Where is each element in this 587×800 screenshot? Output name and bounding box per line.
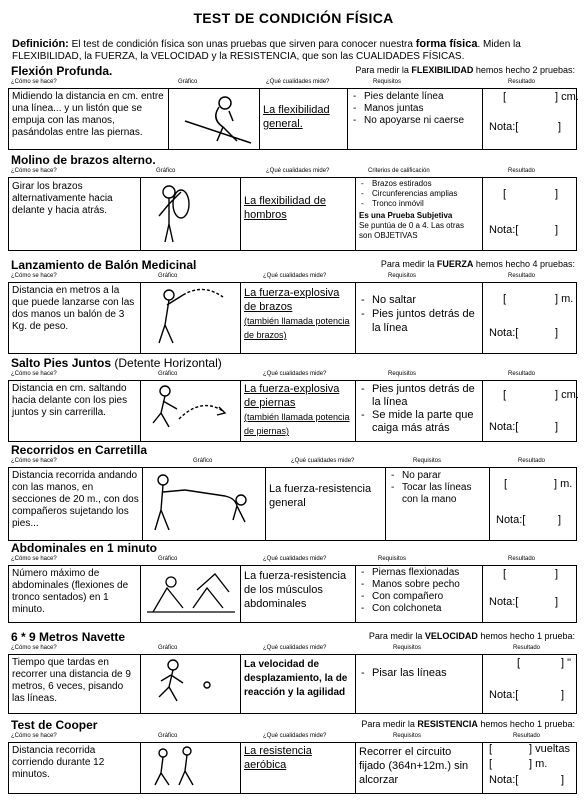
quality-text: La velocidad de desplazamiento, la de reacción y la agilidad	[244, 659, 348, 698]
requirement-item: - Pisar las líneas	[358, 667, 480, 679]
criterion-item: - Tronco inmóvil	[358, 199, 480, 209]
graphic-cell	[141, 178, 241, 250]
figure-flexion-drawing	[171, 91, 255, 145]
requirement-item: - Tocar las líneas con la mano	[388, 482, 487, 506]
section-title: 6 * 9 Metros Navette	[11, 630, 126, 644]
quality-text: La flexibilidad de hombros	[244, 195, 326, 221]
intro-text-2: . Miden la FLEXIBILIDAD, la FUERZA, la VELOCIDAD y la RESISTENCIA, que son las CUALIDADES FÍSICAS.	[12, 39, 521, 62]
quality-text: La fuerza-explosiva de piernas	[244, 383, 340, 409]
criterion-note: Se puntúa de 0 a 4. Las otras son OBJETIVAS	[359, 221, 464, 240]
how-cell: Tiempo que tardas en recorrer una distancia de 9 metros, 6 veces, pisando las líneas.	[9, 655, 141, 713]
col-head-cualidades: ¿Qué cualidades mide?	[263, 645, 327, 651]
col-head-como: ¿Cómo se hace?	[11, 458, 57, 464]
col-head-cualidades: ¿Qué cualidades mide?	[291, 458, 355, 464]
requirement-item: - No saltar	[358, 293, 480, 307]
nota-label: Nota:	[489, 774, 516, 786]
col-head-requisitos: Requisitos	[388, 371, 417, 377]
figure-molino-drawing	[143, 180, 239, 246]
graphic-cell	[141, 381, 241, 441]
requirement-item: - Manos sobre pecho	[358, 579, 480, 591]
requirement-item: - Con colchoneta	[358, 603, 480, 615]
nota-label: Nota:	[489, 327, 516, 339]
qualities-cell	[266, 468, 386, 540]
section-title: Flexión Profunda.	[11, 64, 113, 78]
how-cell: Girar los brazos alternativamente hacia delante y hacia atrás.	[9, 178, 141, 250]
criterion-item: - Brazos estirados	[358, 179, 480, 189]
nota-label: Nota:	[489, 224, 516, 236]
qualities-cell	[241, 178, 356, 250]
how-cell: Número máximo de abdominales (flexiones de tronco sentados) en 1 minuto.	[9, 566, 141, 622]
requirements-cell	[356, 566, 483, 622]
section-measure: Para medir la FLEXIBILIDAD hemos hecho 2 pruebas:	[355, 65, 575, 75]
col-head-cualidades: ¿Qué cualidades mide?	[263, 733, 327, 739]
col-head-resultado: Resultado	[508, 273, 536, 279]
col-head-requisitos: Requisitos	[393, 733, 422, 739]
graphic-cell	[143, 468, 266, 540]
section-balon-medicinal	[8, 258, 577, 354]
graphic-cell	[141, 655, 241, 713]
col-head-grafico: Gráfico	[158, 733, 178, 739]
requirement-item: - Pies juntos detrás de la línea	[358, 383, 480, 409]
figure-navette-drawing	[143, 657, 239, 709]
result-unit: vueltas	[535, 743, 570, 755]
figure-balon-drawing	[143, 285, 239, 349]
col-head-requisitos: Requisitos	[378, 556, 407, 562]
requirements-cell	[356, 381, 483, 441]
figure-carretilla-drawing	[145, 470, 263, 536]
section-salto-pies-juntos	[8, 356, 577, 442]
requirement-item: - Manos juntas	[350, 103, 480, 115]
intro-label: Definición:	[12, 38, 69, 50]
result-cell: [ ] m. Nota:[ ]	[489, 293, 574, 339]
section-title: Recorridos en Carretilla	[11, 443, 148, 457]
how-cell: Distancia recorrida corriendo durante 12 minutos.	[9, 743, 141, 793]
section-measure: Para medir la VELOCIDAD hemos hecho 1 prueba:	[368, 631, 575, 641]
quality-note: (también llamada potencia de piernas)	[244, 412, 350, 436]
result-cell: [ ] Nota:[ ]	[489, 188, 559, 236]
page-title: TEST DE CONDICIÓN FÍSICA	[193, 10, 394, 26]
col-head-resultado: Resultado	[513, 733, 541, 739]
requirements-cell	[356, 655, 483, 713]
col-head-grafico: Gráfico	[158, 556, 178, 562]
col-head-como: ¿Cómo se hace?	[11, 371, 57, 377]
col-head-criterios: Criterios de calificación	[368, 168, 430, 174]
col-head-como: ¿Cómo se hace?	[11, 79, 57, 85]
qualities-cell	[241, 743, 356, 793]
col-head-como: ¿Cómo se hace?	[11, 168, 57, 174]
section-title: Abdominales en 1 minuto	[11, 541, 158, 555]
col-head-resultado: Resultado	[508, 371, 536, 377]
quality-text: La fuerza-resistencia de los músculos abdominales	[244, 570, 347, 610]
col-head-resultado: Resultado	[518, 458, 546, 464]
col-head-resultado: Resultado	[508, 168, 536, 174]
col-head-como: ¿Cómo se hace?	[11, 556, 57, 562]
section-abdominales	[8, 541, 577, 623]
col-head-grafico: Gráfico	[158, 371, 178, 377]
figure-abdominales-drawing	[143, 568, 239, 618]
section-carretilla	[8, 443, 577, 541]
qualities-cell	[241, 566, 356, 622]
col-head-cualidades: ¿Qué cualidades mide?	[263, 371, 327, 377]
nota-label: Nota:	[489, 421, 516, 433]
col-head-como: ¿Cómo se hace?	[11, 733, 57, 739]
result-unit: cm.	[561, 389, 579, 401]
graphic-cell	[141, 283, 241, 353]
nota-label: Nota:	[489, 121, 516, 133]
col-head-requisitos: Requisitos	[388, 273, 417, 279]
requirement-item: - Pies delante línea	[350, 91, 480, 103]
figure-cooper-drawing	[143, 745, 239, 789]
graphic-cell	[141, 743, 241, 793]
intro-text: El test de condición física son unas pruebas que sirven para conocer nuestra	[68, 39, 416, 50]
col-head-cualidades: ¿Qué cualidades mide?	[266, 168, 330, 174]
col-head-grafico: Gráfico	[158, 645, 178, 651]
result-cell: [ ] vueltas [ ] m. Nota:[ ]	[489, 743, 570, 786]
requirements-cell	[356, 283, 483, 353]
col-head-resultado: Resultado	[508, 79, 536, 85]
how-cell: Distancia en metros a la que puede lanzarse con las dos manos un balón de 3 Kg. de peso.	[9, 283, 141, 353]
requirements-cell	[386, 468, 490, 540]
section-title: Salto Pies Juntos (Detente Horizontal)	[11, 356, 222, 370]
qualities-cell	[241, 655, 356, 713]
section-navette	[8, 630, 577, 714]
result-cell: [ ] cm. Nota:[ ]	[489, 389, 579, 433]
result-cell: [ ] " Nota:[ ]	[489, 657, 572, 701]
col-head-resultado: Resultado	[513, 645, 541, 651]
criterion-item: - Circunferencias amplias	[358, 189, 480, 199]
requirement-item: - No parar	[388, 470, 487, 482]
section-measure: Para medir la RESISTENCIA hemos hecho 1 prueba:	[361, 719, 575, 729]
section-measure: Para medir la FUERZA hemos hecho 4 pruebas:	[380, 259, 575, 269]
section-cooper	[8, 718, 577, 794]
result-unit: cm.	[561, 91, 579, 103]
requirements-cell	[348, 89, 483, 149]
result-unit: m.	[560, 478, 573, 490]
how-cell: Midiendo la distancia en cm. entre una línea... y un listón que se empuja con las manos, pasándolas entre las piernas.	[9, 89, 169, 149]
requirement-item: - Se mide la parte que caiga más atrás	[358, 409, 480, 435]
how-cell: Distancia en cm. saltando hacia delante con los pies juntos y sin carrerilla.	[9, 381, 141, 441]
requirement-item: - No apoyarse ni caerse	[350, 115, 480, 127]
col-head-grafico: Gráfico	[193, 458, 213, 464]
requirements-cell: Recorrer el circuito fijado (364n+12m.) sin alcorzar	[356, 743, 483, 793]
qualities-cell	[260, 89, 348, 149]
nota-label: Nota:	[489, 596, 516, 608]
col-head-requisitos: Requisitos	[413, 458, 442, 464]
figure-salto-drawing	[143, 383, 239, 437]
col-head-cualidades: ¿Qué cualidades mide?	[263, 556, 327, 562]
col-head-grafico: Gráfico	[156, 168, 176, 174]
qualities-cell	[241, 283, 356, 353]
graphic-cell	[141, 566, 241, 622]
quality-text: La fuerza-resistencia general	[269, 483, 372, 509]
how-cell: Distancia recorrida andando con las manos, en secciones de 20 m., con dos compañeros sujetando los pies...	[9, 468, 143, 540]
quality-note: (también llamada potencia de brazos)	[244, 316, 350, 340]
result-unit: "	[567, 657, 572, 669]
section-flexion-profunda	[8, 64, 577, 150]
qualities-cell	[241, 381, 356, 441]
criterion-subjective: Es una Prueba Subjetiva	[359, 211, 453, 220]
col-head-como: ¿Cómo se hace?	[11, 645, 57, 651]
nota-label: Nota:	[496, 514, 523, 526]
col-head-grafico: Gráfico	[158, 273, 178, 279]
intro-paragraph	[12, 38, 576, 63]
col-head-cualidades: ¿Qué cualidades mide?	[266, 79, 330, 85]
quality-text: La resistencia aeróbica	[244, 745, 312, 771]
col-head-resultado: Resultado	[508, 556, 536, 562]
col-head-requisitos: Requisitos	[393, 645, 422, 651]
graphic-cell	[169, 89, 260, 149]
section-title: Test de Cooper	[11, 718, 98, 732]
criteria-cell	[356, 178, 483, 250]
result-cell: [ ] m. Nota:[ ]	[496, 478, 573, 526]
col-head-requisitos: Requisitos	[373, 79, 402, 85]
quality-text: La fuerza-explosiva de brazos	[244, 287, 340, 313]
section-title: Lanzamiento de Balón Medicinal	[11, 258, 197, 272]
result-cell: [ ] cm. Nota:[ ]	[489, 91, 579, 133]
nota-label: Nota:	[489, 689, 516, 701]
result-unit: m.	[561, 293, 574, 305]
col-head-grafico: Gráfico	[178, 79, 198, 85]
col-head-como: ¿Cómo se hace?	[11, 273, 57, 279]
quality-text: La flexibilidad general.	[263, 104, 330, 130]
result-cell: [ ] Nota:[ ]	[489, 568, 559, 608]
section-molino-brazos	[8, 153, 577, 251]
requirement-item: - Piernas flexionadas	[358, 567, 480, 579]
result-unit: m.	[535, 758, 548, 770]
intro-bold: forma física	[415, 38, 478, 50]
requirement-item: - Pies juntos detrás de la línea	[358, 307, 480, 335]
section-title: Molino de brazos alterno.	[11, 153, 156, 167]
col-head-cualidades: ¿Qué cualidades mide?	[263, 273, 327, 279]
requirement-item: - Con compañero	[358, 591, 480, 603]
